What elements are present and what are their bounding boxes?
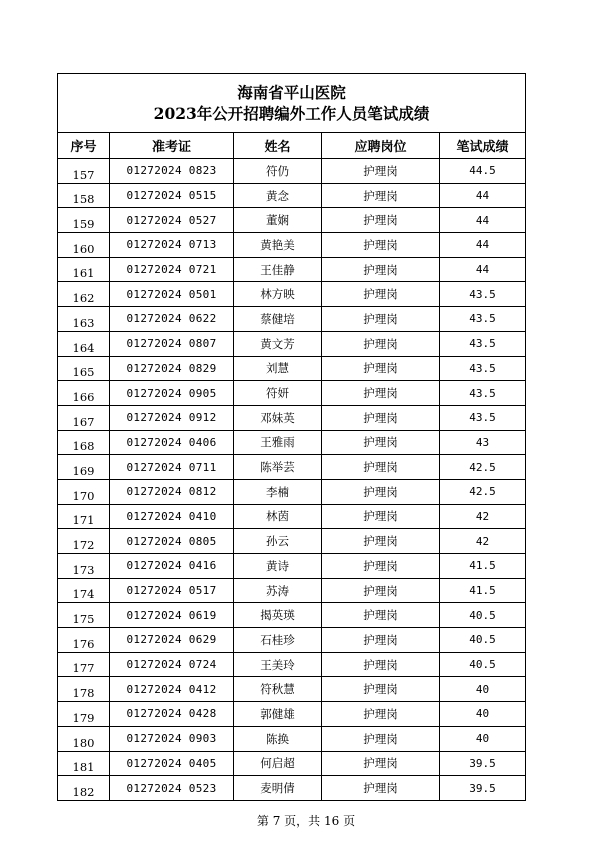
table-row [58,282,526,307]
table-row [58,554,526,579]
cell-seq: 171 [58,504,110,529]
cell-seq: 169 [58,455,110,480]
col-header-position: 应聘岗位 [322,133,440,159]
cell-exam-id: 01272024 0619 [110,603,234,628]
cell-position: 护理岗 [322,405,440,430]
cell-score: 43 [440,430,526,455]
cell-exam-id: 01272024 0805 [110,529,234,554]
table-row [58,183,526,208]
cell-exam-id: 01272024 0523 [110,776,234,801]
cell-exam-id: 01272024 0903 [110,726,234,751]
cell-score: 42 [440,504,526,529]
cell-score: 43.5 [440,356,526,381]
cell-score: 41.5 [440,554,526,579]
cell-position: 护理岗 [322,282,440,307]
table-row [58,603,526,628]
cell-name: 符秋慧 [234,677,322,702]
cell-position: 护理岗 [322,702,440,727]
table-row [58,479,526,504]
cell-position: 护理岗 [322,183,440,208]
cell-seq: 176 [58,628,110,653]
table-row [58,504,526,529]
cell-score: 43.5 [440,307,526,332]
cell-exam-id: 01272024 0829 [110,356,234,381]
cell-name: 孙云 [234,529,322,554]
cell-seq: 173 [58,554,110,579]
cell-score: 43.5 [440,331,526,356]
table-row [58,381,526,406]
cell-seq: 177 [58,652,110,677]
score-table [57,73,526,801]
cell-position: 护理岗 [322,677,440,702]
cell-seq: 172 [58,529,110,554]
cell-position: 护理岗 [322,603,440,628]
cell-name: 王雅雨 [234,430,322,455]
table-row [58,628,526,653]
cell-name: 黄艳美 [234,233,322,258]
cell-name: 何启超 [234,751,322,776]
cell-score: 39.5 [440,751,526,776]
cell-name: 蔡健培 [234,307,322,332]
cell-position: 护理岗 [322,430,440,455]
cell-exam-id: 01272024 0823 [110,159,234,184]
page-footer: 第 7 页，共 16 页 [256,814,356,828]
cell-position: 护理岗 [322,159,440,184]
table-row [58,529,526,554]
cell-name: 王佳静 [234,257,322,282]
table-row [58,578,526,603]
cell-name: 王美玲 [234,652,322,677]
cell-seq: 170 [58,479,110,504]
cell-name: 苏涛 [234,578,322,603]
cell-position: 护理岗 [322,529,440,554]
cell-name: 林方映 [234,282,322,307]
table-row [58,257,526,282]
cell-score: 40 [440,726,526,751]
cell-seq: 165 [58,356,110,381]
cell-name: 李楠 [234,479,322,504]
cell-exam-id: 01272024 0406 [110,430,234,455]
cell-position: 护理岗 [322,628,440,653]
cell-name: 郭健雄 [234,702,322,727]
cell-exam-id: 01272024 0622 [110,307,234,332]
cell-seq: 158 [58,183,110,208]
cell-seq: 160 [58,233,110,258]
cell-seq: 161 [58,257,110,282]
cell-score: 42.5 [440,455,526,480]
cell-seq: 159 [58,208,110,233]
cell-name: 林茵 [234,504,322,529]
cell-seq: 178 [58,677,110,702]
cell-score: 39.5 [440,776,526,801]
cell-seq: 166 [58,381,110,406]
cell-position: 护理岗 [322,381,440,406]
cell-exam-id: 01272024 0527 [110,208,234,233]
cell-score: 44 [440,257,526,282]
cell-seq: 181 [58,751,110,776]
cell-score: 44 [440,208,526,233]
cell-seq: 157 [58,159,110,184]
cell-score: 43.5 [440,282,526,307]
cell-exam-id: 01272024 0412 [110,677,234,702]
cell-seq: 174 [58,578,110,603]
cell-seq: 164 [58,331,110,356]
cell-position: 护理岗 [322,356,440,381]
cell-exam-id: 01272024 0905 [110,381,234,406]
cell-name: 黄念 [234,183,322,208]
cell-score: 41.5 [440,578,526,603]
table-row [58,405,526,430]
cell-position: 护理岗 [322,307,440,332]
cell-position: 护理岗 [322,479,440,504]
cell-exam-id: 01272024 0912 [110,405,234,430]
table-title [58,74,526,133]
header-row [58,133,526,159]
cell-name: 刘慧 [234,356,322,381]
cell-score: 40.5 [440,628,526,653]
cell-exam-id: 01272024 0410 [110,504,234,529]
cell-position: 护理岗 [322,455,440,480]
table-row [58,776,526,801]
cell-exam-id: 01272024 0416 [110,554,234,579]
cell-name: 石桂珍 [234,628,322,653]
cell-position: 护理岗 [322,257,440,282]
table-row [58,233,526,258]
cell-exam-id: 01272024 0713 [110,233,234,258]
table-row [58,208,526,233]
cell-exam-id: 01272024 0515 [110,183,234,208]
cell-position: 护理岗 [322,208,440,233]
table-row [58,677,526,702]
cell-position: 护理岗 [322,751,440,776]
cell-seq: 182 [58,776,110,801]
cell-seq: 175 [58,603,110,628]
cell-position: 护理岗 [322,652,440,677]
cell-exam-id: 01272024 0501 [110,282,234,307]
cell-score: 40 [440,677,526,702]
cell-seq: 179 [58,702,110,727]
cell-exam-id: 01272024 0629 [110,628,234,653]
cell-score: 43.5 [440,381,526,406]
col-header-exam-id: 准考证 [110,133,234,159]
cell-name: 陈换 [234,726,322,751]
cell-score: 40.5 [440,652,526,677]
cell-name: 麦明倩 [234,776,322,801]
cell-seq: 162 [58,282,110,307]
cell-seq: 168 [58,430,110,455]
cell-score: 43.5 [440,405,526,430]
cell-exam-id: 01272024 0721 [110,257,234,282]
col-header-name: 姓名 [234,133,322,159]
cell-name: 符妍 [234,381,322,406]
cell-score: 44 [440,183,526,208]
cell-position: 护理岗 [322,504,440,529]
cell-position: 护理岗 [322,331,440,356]
table-row [58,331,526,356]
cell-exam-id: 01272024 0807 [110,331,234,356]
cell-name: 陈举芸 [234,455,322,480]
table-row [58,702,526,727]
cell-position: 护理岗 [322,554,440,579]
cell-name: 符仍 [234,159,322,184]
table-row [58,455,526,480]
score-table-sheet [57,73,525,801]
title-subject: 2023年公开招聘编外工作人员笔试成绩 [153,104,430,123]
cell-name: 黄文芳 [234,331,322,356]
cell-score: 42.5 [440,479,526,504]
cell-seq: 163 [58,307,110,332]
table-row [58,751,526,776]
cell-name: 揭英瑛 [234,603,322,628]
cell-exam-id: 01272024 0711 [110,455,234,480]
title-hospital: 海南省平山医院 [237,83,346,102]
table-body [58,159,526,801]
cell-name: 邓妹英 [234,405,322,430]
col-header-score: 笔试成绩 [440,133,526,159]
cell-score: 42 [440,529,526,554]
cell-score: 40.5 [440,603,526,628]
cell-score: 40 [440,702,526,727]
table-row [58,652,526,677]
cell-position: 护理岗 [322,776,440,801]
cell-exam-id: 01272024 0405 [110,751,234,776]
cell-score: 44 [440,233,526,258]
table-row [58,159,526,184]
cell-seq: 167 [58,405,110,430]
cell-position: 护理岗 [322,578,440,603]
table-row [58,356,526,381]
cell-exam-id: 01272024 0724 [110,652,234,677]
table-row [58,307,526,332]
cell-name: 董娴 [234,208,322,233]
cell-score: 44.5 [440,159,526,184]
cell-position: 护理岗 [322,233,440,258]
table-row [58,726,526,751]
cell-exam-id: 01272024 0812 [110,479,234,504]
cell-position: 护理岗 [322,726,440,751]
col-header-seq: 序号 [58,133,110,159]
cell-exam-id: 01272024 0517 [110,578,234,603]
cell-exam-id: 01272024 0428 [110,702,234,727]
cell-seq: 180 [58,726,110,751]
cell-name: 黄诗 [234,554,322,579]
table-row [58,430,526,455]
